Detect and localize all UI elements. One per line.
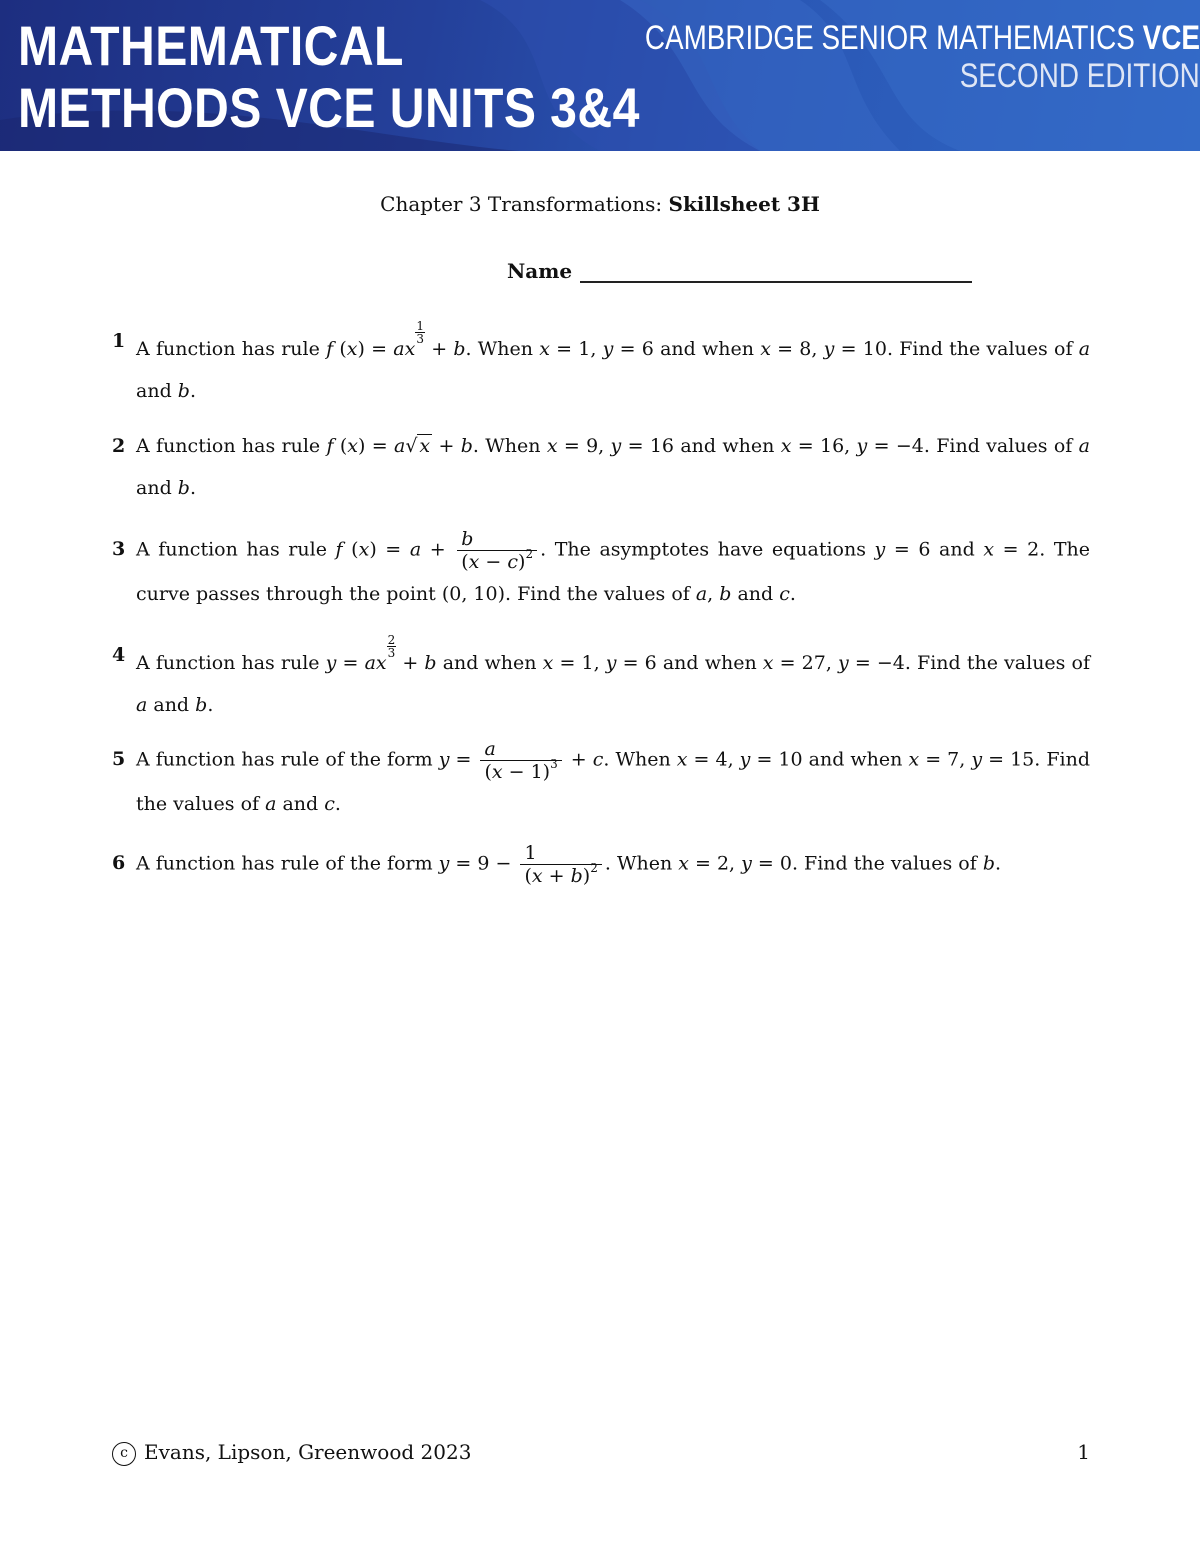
chapter-title: Chapter 3 Transformations: (380, 192, 669, 216)
question-text: A function has rule f (x) = ax $\frac{1}{3}$ + b. When x = 1, y = 6 and when x = 8, y = 10. Find the values of a and b. (136, 319, 1091, 402)
question-2 (112, 425, 1090, 509)
question-3 (112, 528, 1090, 615)
name-blank-line (580, 263, 972, 283)
page-heading (0, 192, 1200, 216)
question-text: A function has rule of the form y = 9 − $\frac{1}{(x + b)^2}$ . When x = 2, y = 0. Find the values of b. (136, 842, 1002, 887)
question-1 (112, 320, 1090, 412)
banner (0, 0, 1200, 151)
question-number: 5 (112, 748, 126, 770)
question-number: 4 (112, 644, 126, 666)
question-text: A function has rule of the form y = $\frac{a}{(x - 1)^3}$ + c. When x = 4, y = 10 and when x = 7, y = 15. Find the values of a and c. (136, 738, 1091, 815)
banner-title-line2: METHODS VCE UNITS 3&4 (18, 76, 640, 139)
series-prefix: CAMBRIDGE SENIOR MATHEMATICS (644, 19, 1143, 57)
name-field (507, 259, 972, 283)
question-number: 6 (112, 852, 126, 874)
copyright-text: Evans, Lipson, Greenwood 2023 (144, 1440, 472, 1464)
question-text: A function has rule f (x) = a + $\frac{b}{(x - c)^2}$ . The asymptotes have equations y = 6 and x = 2. The curve passes through the point (0, 10). Find the values of a, b and c. (136, 528, 1091, 605)
question-4 (112, 634, 1090, 726)
skillsheet-title: Skillsheet 3H (668, 192, 820, 216)
edition-label: SECOND EDITION (959, 57, 1200, 95)
series-name (645, 20, 1200, 56)
banner-title-line1: MATHEMATICAL (18, 14, 404, 77)
question-number: 3 (112, 538, 126, 560)
copyright-icon: c (112, 1442, 136, 1466)
page-number: 1 (1077, 1440, 1090, 1464)
question-number: 1 (112, 330, 126, 352)
question-text: A function has rule f (x) = a√ x + b. When x = 9, y = 16 and when x = 16, y = −4. Find values of a and b. (136, 435, 1090, 499)
question-number: 2 (112, 435, 126, 457)
footer (112, 1440, 1090, 1466)
question-6 (112, 842, 1090, 887)
question-text: A function has rule y = ax $\frac{2}{3}$ + b and when x = 1, y = 6 and when x = 27, y = −4. Find the values of a and b. (136, 633, 1091, 716)
name-label: Name (507, 259, 573, 283)
question-5 (112, 738, 1090, 825)
series-bold: VCE (1142, 19, 1200, 57)
